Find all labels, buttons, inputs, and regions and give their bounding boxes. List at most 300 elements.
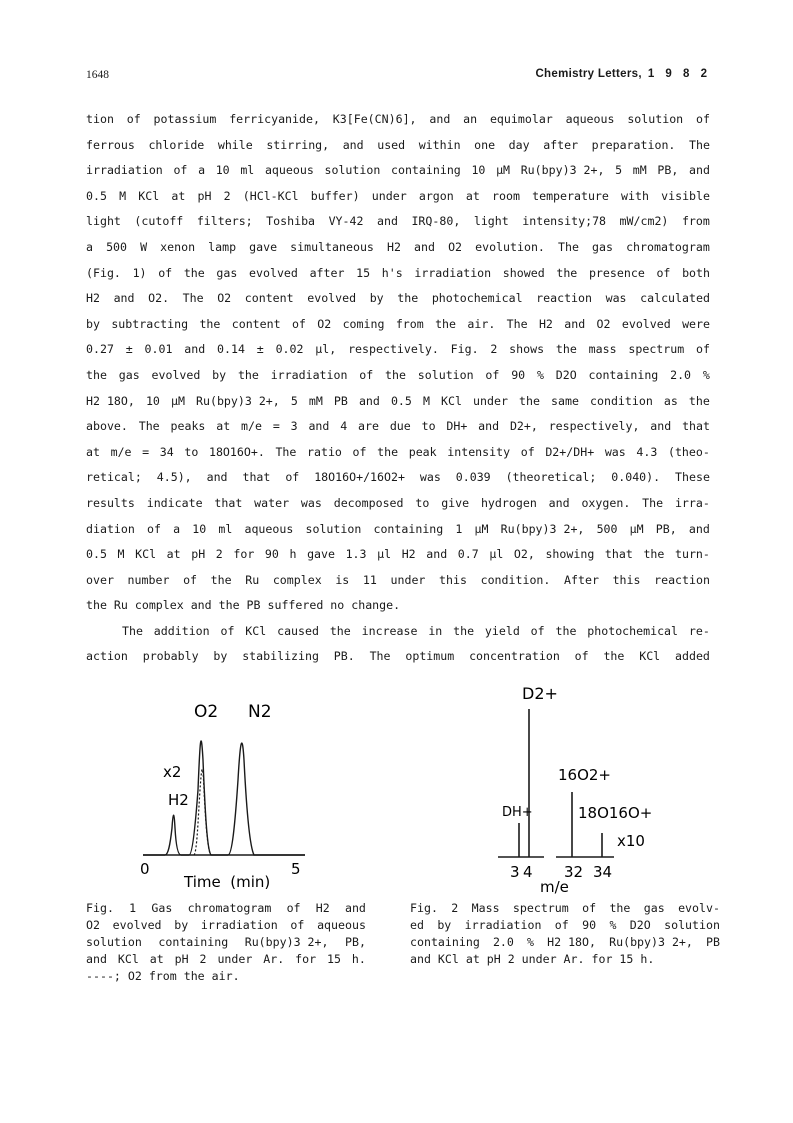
word: reaction — [536, 291, 592, 306]
word: and — [548, 495, 570, 510]
word: was — [605, 291, 627, 306]
word: to — [184, 444, 199, 459]
word: evolved — [112, 918, 162, 932]
word: 0.7 — [457, 547, 479, 562]
word: μl, — [315, 342, 337, 357]
word: 4.3 — [636, 444, 658, 459]
word: spectrum — [512, 901, 569, 915]
word: of — [285, 470, 300, 485]
word: 2 — [490, 342, 498, 357]
word: μM — [474, 521, 489, 536]
word: gas — [592, 239, 613, 254]
word: and — [429, 112, 451, 126]
word: under — [473, 393, 508, 408]
word: day — [508, 137, 530, 152]
word: this — [612, 572, 641, 587]
text-line — [86, 389, 710, 415]
text-line — [86, 619, 710, 645]
word: by — [174, 918, 189, 932]
fig2-peak-label-dh: DH+ — [502, 805, 533, 820]
word: (theo- — [667, 444, 710, 459]
word: content — [244, 291, 294, 306]
word: solution — [86, 935, 142, 949]
word: μl — [377, 547, 392, 562]
word: and — [650, 419, 672, 434]
word: after — [543, 137, 579, 152]
word: h's — [381, 265, 403, 280]
word: ratio — [307, 444, 342, 459]
word: potassium — [153, 112, 217, 126]
word: the — [86, 367, 107, 382]
word: that — [214, 495, 243, 510]
word: ed — [410, 918, 424, 932]
word: of — [147, 521, 161, 536]
word: μM — [496, 163, 511, 178]
word: with — [621, 188, 649, 203]
word: the — [555, 342, 577, 357]
text-line — [86, 542, 710, 568]
word: O2, — [513, 547, 535, 562]
word: 0.27 — [86, 342, 114, 357]
word: KCl — [441, 393, 462, 408]
word: aqueous — [264, 163, 314, 178]
word: % — [609, 918, 617, 932]
word: the — [385, 367, 406, 382]
word: 0.040). — [611, 470, 661, 485]
word: of — [485, 367, 500, 382]
word: for — [233, 547, 255, 562]
text-line — [86, 261, 710, 287]
word: 2.0 — [670, 367, 692, 382]
word: and KCl at pH 2 under Ar. for 15 h. — [410, 952, 655, 966]
word: irradiation — [200, 918, 278, 932]
text-line — [86, 133, 710, 159]
word: Ru(bpy)3 2+, — [244, 935, 329, 949]
word: peaks — [170, 419, 206, 434]
word: used — [377, 137, 406, 152]
word: and — [308, 419, 330, 434]
word: (cutoff — [134, 214, 184, 229]
word: solution — [664, 918, 720, 932]
word: the — [609, 901, 631, 915]
word: probably — [142, 649, 199, 664]
word: was — [300, 495, 322, 510]
word: 18O16O+/16O2+ — [314, 470, 405, 485]
word: D2+/DH+ — [545, 444, 595, 459]
word: 4 — [340, 419, 348, 434]
word: of — [158, 265, 173, 280]
word: The — [275, 444, 297, 459]
text-line — [86, 184, 710, 210]
word: The — [182, 291, 204, 306]
word: μM — [170, 393, 185, 408]
word: PB, — [655, 521, 677, 536]
word: chloride — [148, 137, 205, 152]
word: buffer) — [310, 188, 360, 203]
word: complex — [272, 572, 322, 587]
fig1-x-axis-label: Time (min) — [184, 873, 271, 891]
word: 10 — [192, 521, 207, 536]
fig1-peak-label-h2: H2 — [168, 791, 189, 809]
word: under — [390, 572, 426, 587]
word: to — [415, 495, 430, 510]
word: of — [290, 918, 305, 932]
word: of — [582, 901, 597, 915]
fig1-multiplier: x2 — [163, 763, 182, 781]
word: reaction — [654, 572, 710, 587]
word: of — [220, 623, 235, 638]
word: 2 — [215, 547, 223, 562]
word: showed — [502, 265, 545, 280]
word: as — [663, 393, 678, 408]
word: at — [216, 419, 231, 434]
word: and — [688, 521, 710, 536]
word: PB — [706, 935, 720, 949]
word: for — [295, 952, 317, 966]
word: content — [231, 316, 281, 331]
word: evolved — [249, 265, 298, 280]
word: visible — [661, 188, 710, 203]
word: 15 — [356, 265, 371, 280]
word: Fig. — [86, 901, 114, 915]
page-number: 1648 — [86, 69, 109, 81]
word: of — [183, 572, 198, 587]
word: of — [554, 918, 569, 932]
word: After — [564, 572, 599, 587]
text-line — [86, 491, 710, 517]
word: Gas — [151, 901, 173, 915]
word: water — [254, 495, 290, 510]
word: containing — [158, 935, 229, 949]
word: while — [217, 137, 253, 152]
word: gave — [249, 239, 278, 254]
word: of — [530, 623, 545, 638]
word: M — [117, 547, 125, 562]
word: O2 — [86, 918, 100, 932]
word: containing — [390, 163, 461, 178]
word: KCl — [245, 623, 267, 638]
word: the — [210, 572, 232, 587]
word: and — [426, 547, 448, 562]
word: h — [289, 547, 297, 562]
word: of — [359, 367, 374, 382]
word: pH — [197, 188, 212, 203]
fig2-tick-label: 34 — [593, 863, 613, 881]
word: from — [395, 316, 424, 331]
caption-line — [410, 951, 720, 968]
word: to — [421, 419, 436, 434]
word: preparation. — [591, 137, 676, 152]
word: solution — [324, 163, 381, 178]
word: evolv- — [678, 901, 720, 915]
word: was — [419, 470, 441, 485]
word: hydrogen — [480, 495, 537, 510]
word: gave — [307, 547, 335, 562]
word: The — [688, 137, 710, 152]
fig1-peak-label-o2: O2 — [194, 702, 219, 722]
word: the — [643, 547, 665, 562]
word: results — [86, 495, 135, 510]
word: after — [309, 265, 345, 280]
word: number — [127, 572, 170, 587]
word: 2 — [451, 901, 459, 915]
word: 5 — [615, 163, 623, 178]
word: by — [212, 367, 227, 382]
word: of — [173, 163, 188, 178]
word: 0.02 — [275, 342, 304, 357]
word: of — [695, 112, 710, 126]
word: 10 — [215, 163, 230, 178]
word: 1.3 — [345, 547, 367, 562]
word: simultaneous — [290, 239, 374, 254]
word: 2 — [199, 952, 207, 966]
word: 34 — [159, 444, 174, 459]
journal-header — [535, 68, 711, 80]
fig2-mass-spectrum — [498, 684, 652, 896]
word: light — [86, 214, 121, 229]
word: ml — [218, 521, 233, 536]
word: evolved — [621, 316, 671, 331]
word: respectively, — [548, 419, 640, 434]
word: aqueous — [317, 918, 366, 932]
word: the — [183, 265, 205, 280]
text-line — [86, 465, 710, 491]
word: 500 — [596, 521, 618, 536]
text-line — [86, 158, 710, 184]
word: 90 — [582, 918, 597, 932]
word: (Fig. — [86, 265, 121, 280]
word: the — [199, 316, 221, 331]
word: 15 — [327, 952, 341, 966]
text-line — [86, 568, 710, 594]
word: KCl — [138, 188, 160, 203]
word: oxygen. — [581, 495, 631, 510]
word: were — [682, 316, 710, 331]
text-line — [86, 593, 710, 619]
word: re- — [688, 623, 710, 638]
word: μM — [629, 521, 644, 536]
word: at — [465, 188, 480, 203]
fig1-trace — [143, 741, 305, 855]
word: at — [171, 188, 186, 203]
fig2-caption — [410, 900, 720, 968]
word: was — [604, 444, 626, 459]
word: and — [564, 316, 586, 331]
word: 0.039 — [455, 470, 491, 485]
word: of — [126, 112, 141, 126]
text-line — [86, 363, 710, 389]
word: of — [352, 444, 367, 459]
word: 90 — [511, 367, 526, 382]
journal-name: Chemistry Letters, — [535, 68, 642, 80]
caption-line — [410, 900, 720, 917]
word: mM — [308, 393, 323, 408]
word: PB, — [657, 163, 679, 178]
word: 0.5 — [86, 547, 107, 562]
word: respectively. — [348, 342, 439, 357]
word: aqueous — [565, 112, 615, 126]
word: H2 — [538, 316, 553, 331]
word: H2 — [315, 901, 330, 915]
word: shows — [509, 342, 545, 357]
word: Ar. — [263, 952, 285, 966]
word: condition — [590, 393, 653, 408]
text-line — [86, 414, 710, 440]
word: an — [463, 112, 478, 126]
word: retical; — [86, 470, 142, 485]
word: % — [527, 935, 534, 949]
word: yield — [484, 623, 520, 638]
text-line — [86, 209, 710, 235]
word: evolution. — [475, 239, 545, 254]
fig2-peak-label-d2: D2+ — [522, 684, 558, 703]
word: under — [217, 952, 253, 966]
word: evolved — [307, 291, 357, 306]
word: 10 — [145, 393, 160, 408]
word: photochemical — [587, 623, 679, 638]
word: that — [604, 547, 633, 562]
journal-year: 1 9 8 2 — [647, 68, 711, 80]
word: a — [198, 163, 206, 178]
word: aqueous — [244, 521, 294, 536]
word: D2+, — [509, 419, 538, 434]
word: that — [242, 470, 271, 485]
word: by — [437, 918, 452, 932]
word: action — [86, 649, 128, 664]
word: of — [286, 901, 301, 915]
word: gas — [216, 265, 238, 280]
word: Toshiba — [266, 214, 316, 229]
word: (HCl-KCl — [242, 188, 299, 203]
word: H2 18O, — [86, 393, 135, 408]
fig1-air-o2-trace — [194, 769, 211, 855]
word: and — [113, 291, 135, 306]
word: and — [344, 901, 366, 915]
word: VY-42 — [328, 214, 364, 229]
word: the — [688, 393, 710, 408]
word: mass — [588, 342, 617, 357]
word: of — [696, 342, 710, 357]
word: irradiation — [464, 918, 542, 932]
word: H2 18O, — [547, 935, 596, 949]
text-line — [86, 644, 710, 670]
word: the Ru complex and the PB suffered no change. — [86, 598, 401, 613]
word: The — [122, 623, 143, 638]
caption-line — [86, 934, 366, 951]
word: gas — [643, 901, 665, 915]
word: in — [428, 623, 443, 638]
word: and — [342, 137, 364, 152]
word: containing — [373, 521, 444, 536]
word: at — [149, 952, 164, 966]
word: the — [603, 649, 625, 664]
word: % — [536, 367, 544, 382]
word: ferrous — [86, 137, 135, 152]
word: Ru(bpy)3 2+, — [609, 935, 693, 949]
text-line — [86, 517, 710, 543]
word: pH — [174, 952, 189, 966]
word: of — [574, 649, 589, 664]
word: O2 — [596, 316, 611, 331]
word: decomposed — [333, 495, 404, 510]
word: intensity — [447, 444, 511, 459]
word: 11 — [362, 572, 377, 587]
body-text — [86, 107, 710, 670]
word: spectrum — [628, 342, 685, 357]
word: is — [335, 572, 350, 587]
word: 0.5 — [390, 393, 412, 408]
word: ± — [125, 342, 133, 357]
word: These — [675, 470, 710, 485]
word: The — [369, 649, 391, 664]
word: same — [551, 393, 579, 408]
fig2-tick-label: 3 — [510, 863, 520, 881]
word: and — [184, 342, 206, 357]
word: a — [173, 521, 181, 536]
word: and — [414, 239, 435, 254]
word: PB, — [345, 935, 366, 949]
word: Ru — [245, 572, 260, 587]
word: argon — [418, 188, 454, 203]
word: The — [558, 239, 579, 254]
word: by — [369, 291, 384, 306]
word: ml — [240, 163, 255, 178]
word: solution — [417, 367, 474, 382]
word: peak — [408, 444, 437, 459]
word: the — [556, 265, 578, 280]
fig2-peak-label-16o2: 16O2+ — [558, 766, 612, 784]
word: 2 — [223, 188, 231, 203]
text-line — [86, 312, 710, 338]
word: D2O — [555, 367, 577, 382]
word: % — [702, 367, 710, 382]
word: the — [329, 623, 351, 638]
word: room — [492, 188, 520, 203]
word: gas — [118, 367, 140, 382]
word: KCl — [639, 649, 661, 664]
word: turn- — [674, 547, 710, 562]
word: 3 — [290, 419, 298, 434]
word: O2 — [448, 239, 463, 254]
word: K3[Fe(CN)6], — [332, 112, 417, 126]
word: the — [555, 623, 577, 638]
word: mM — [632, 163, 647, 178]
caption-line — [86, 968, 366, 985]
word: of — [291, 316, 306, 331]
word: 0.14 — [217, 342, 245, 357]
word: that — [682, 419, 710, 434]
text-line — [86, 107, 710, 133]
text-line — [86, 337, 710, 363]
word: 0.01 — [144, 342, 173, 357]
word: lamp — [208, 239, 237, 254]
word: O2. — [148, 291, 170, 306]
caption-line — [86, 917, 366, 934]
word: this — [439, 572, 467, 587]
word: under — [371, 188, 407, 203]
word: PB. — [333, 649, 355, 664]
word: and — [358, 393, 380, 408]
word: H2 — [386, 239, 401, 254]
word: H2 — [401, 547, 416, 562]
word: of — [520, 444, 535, 459]
fig1-caption — [86, 900, 366, 985]
word: equimolar — [489, 112, 553, 126]
word: mW/cm2) — [619, 214, 669, 229]
word: concentration — [469, 649, 560, 664]
word: calculated — [640, 291, 710, 306]
word: pH — [191, 547, 206, 562]
